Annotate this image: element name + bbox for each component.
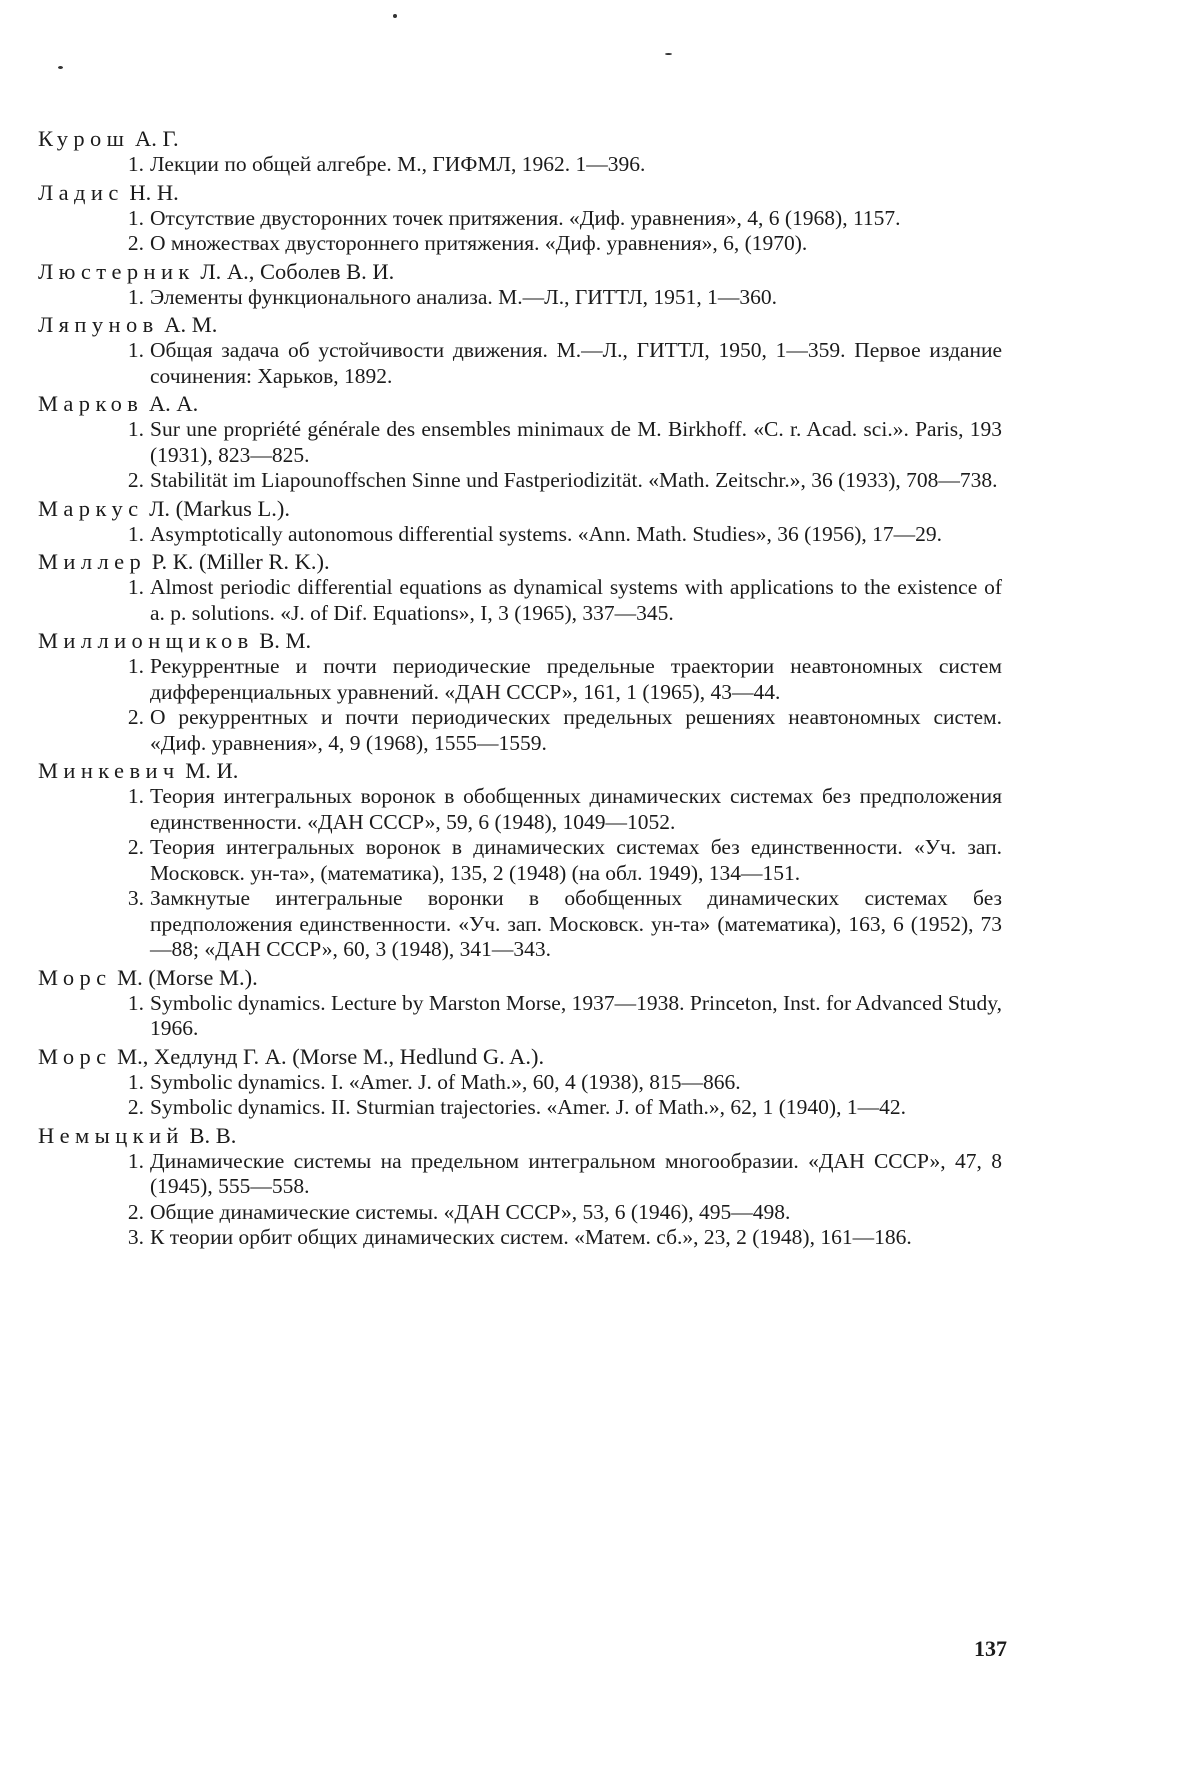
author-initials: А. М. (164, 312, 218, 337)
author-heading (38, 758, 1002, 783)
reference-text: Замкнутые интегральные воронки в обобщенных динамических системах без предположения единственности. «Уч. зап. Московск. ун-та» (математика), 163, 6 (1952), 73—88; «ДАН СССР», 60, 3 (1948), 341—343. (150, 886, 1002, 961)
reference-item (38, 1070, 1002, 1096)
author-surname: Миллер (38, 549, 147, 574)
reference-text: Элементы функционального анализа. М.—Л., ГИТТЛ, 1951, 1—360. (150, 284, 777, 309)
reference-number: 1. (127, 654, 144, 678)
reference-item (38, 784, 1002, 835)
reference-item (38, 886, 1002, 963)
reference-item (38, 1200, 1002, 1226)
reference-item (38, 705, 1002, 756)
author-heading (38, 126, 1002, 151)
reference-number: 3. (127, 1225, 144, 1249)
reference-text: Рекуррентные и почти периодические предельные траектории неавтономных систем дифференциальных уравнений. «ДАН СССР», 161, 1 (1965), 43—44. (150, 654, 1002, 704)
reference-item (38, 1095, 1002, 1121)
reference-number: 2. (127, 1199, 144, 1224)
reference-number: 1. (127, 1148, 144, 1173)
reference-number: 1. (127, 1069, 144, 1094)
author-surname: Морс (38, 1043, 112, 1069)
reference-item (38, 835, 1002, 886)
author-heading (38, 180, 1002, 205)
author-surname: Ладис (38, 179, 124, 205)
scan-speck (58, 66, 63, 69)
reference-item (38, 231, 1002, 257)
author-initials: М., Хедлунд Г. А. (Morse M., Hedlund G. A.). (117, 1043, 545, 1069)
reference-text: О множествах двустороннего притяжения. «Диф. уравнения», 6, (1970). (150, 231, 808, 255)
reference-number: 1. (127, 784, 144, 808)
reference-text: Asymptotically autonomous differential systems. «Ann. Math. Studies», 36 (1956), 17—29. (150, 521, 943, 546)
author-initials: В. М. (259, 628, 312, 653)
reference-item (38, 152, 1002, 178)
author-initials: Л. (Markus L.). (149, 495, 290, 521)
reference-number: 1. (127, 575, 144, 599)
reference-number: 1. (127, 990, 144, 1015)
author-initials: В. В. (189, 1122, 237, 1148)
author-heading (38, 1123, 1002, 1148)
reference-text: Теория интегральных воронок в динамических системах без единственности. «Уч. зап. Московск. ун-та», (математика), 135, 2 (1948) (на обл. 1949), 134—151. (150, 835, 1002, 885)
author-surname: Миллионщиков (38, 628, 254, 653)
reference-number: 1. (127, 205, 144, 230)
scan-speck (665, 53, 672, 55)
reference-number: 2. (127, 705, 144, 729)
scan-speck (393, 14, 397, 18)
reference-text: Лекции по общей алгебре. М., ГИФМЛ, 1962. 1—396. (150, 152, 646, 176)
author-surname: Морс (38, 964, 112, 990)
author-initials: Л. А., Соболев В. И. (200, 258, 395, 284)
reference-number: 1. (127, 521, 144, 546)
reference-item (38, 991, 1002, 1042)
author-surname: Маркус (38, 495, 144, 521)
author-surname: Немыцкий (38, 1122, 184, 1148)
author-heading (38, 549, 1002, 574)
reference-item (38, 1225, 1002, 1251)
reference-number: 2. (127, 1095, 144, 1119)
reference-number: 1. (127, 284, 144, 309)
reference-number: 1. (127, 152, 144, 176)
reference-item (38, 522, 1002, 548)
author-heading (38, 1044, 1002, 1069)
author-initials: А. Г. (135, 126, 179, 151)
reference-text: Stabilität im Liapounoffschen Sinne und Fastperiodizität. «Math. Zeitschr.», 36 (1933), 708—738. (150, 468, 998, 492)
author-surname: Марков (38, 391, 144, 416)
author-heading (38, 391, 1002, 416)
reference-item (38, 285, 1002, 311)
page-number: 137 (974, 1636, 1007, 1661)
author-heading (38, 628, 1002, 653)
author-heading (38, 496, 1002, 521)
reference-number: 2. (127, 231, 144, 255)
reference-number: 2. (127, 835, 144, 859)
reference-text: Symbolic dynamics. Lecture by Marston Morse, 1937—1938. Princeton, Inst. for Advanced Study, 1966. (150, 990, 1002, 1040)
author-surname: Люстерник (38, 258, 195, 284)
author-surname: Ляпунов (38, 312, 159, 337)
reference-text: Динамические системы на предельном интегральном многообразии. «ДАН СССР», 47, 8 (1945), 555—558. (150, 1148, 1002, 1198)
reference-text: Общая задача об устойчивости движения. М.—Л., ГИТТЛ, 1950, 1—359. Первое издание сочинения: Харьков, 1892. (150, 338, 1002, 388)
author-initials: М. И. (185, 758, 239, 783)
reference-number: 1. (127, 338, 144, 362)
reference-text: Almost periodic differential equations as dynamical systems with applications to the existence of a. p. solutions. «J. of Dif. Equations», I, 3 (1965), 337—345. (150, 575, 1002, 625)
reference-text: Отсутствие двусторонних точек притяжения. «Диф. уравнения», 4, 6 (1968), 1157. (150, 205, 901, 230)
reference-text: Sur une propriété générale des ensembles minimaux de M. Birkhoff. «C. r. Acad. sci.». Paris, 193 (1931), 823—825. (150, 417, 1002, 467)
reference-number: 2. (127, 468, 144, 492)
reference-number: 3. (127, 886, 144, 910)
reference-item (38, 1149, 1002, 1200)
reference-item (38, 575, 1002, 626)
author-heading (38, 312, 1002, 337)
reference-text: Общие динамические системы. «ДАН СССР», 53, 6 (1946), 495—498. (150, 1199, 791, 1224)
author-initials: Н. Н. (129, 179, 179, 205)
reference-text: О рекуррентных и почти периодических предельных решениях неавтономных систем. «Диф. уравнения», 4, 9 (1968), 1555—1559. (150, 705, 1002, 755)
author-surname: Минкевич (38, 758, 180, 783)
author-initials: М. (Morse M.). (117, 964, 258, 990)
author-heading (38, 259, 1002, 284)
reference-item (38, 417, 1002, 468)
reference-text: К теории орбит общих динамических систем. «Матем. сб.», 23, 2 (1948), 161—186. (150, 1225, 912, 1249)
reference-item (38, 468, 1002, 494)
reference-text: Symbolic dynamics. I. «Amer. J. of Math.», 60, 4 (1938), 815—866. (150, 1069, 741, 1094)
author-initials: Р. К. (Miller R. K.). (151, 549, 330, 574)
reference-number: 1. (127, 417, 144, 441)
bibliography-list (38, 124, 1002, 1251)
author-initials: А. А. (148, 391, 199, 416)
reference-text: Symbolic dynamics. II. Sturmian trajectories. «Amer. J. of Math.», 62, 1 (1940), 1—42. (150, 1095, 906, 1119)
reference-item (38, 206, 1002, 232)
reference-text: Теория интегральных воронок в обобщенных динамических системах без предположения единственности. «ДАН СССР», 59, 6 (1948), 1049—1052. (150, 784, 1002, 834)
reference-item (38, 338, 1002, 389)
reference-item (38, 654, 1002, 705)
author-heading (38, 965, 1002, 990)
author-surname: Курош (38, 126, 130, 151)
